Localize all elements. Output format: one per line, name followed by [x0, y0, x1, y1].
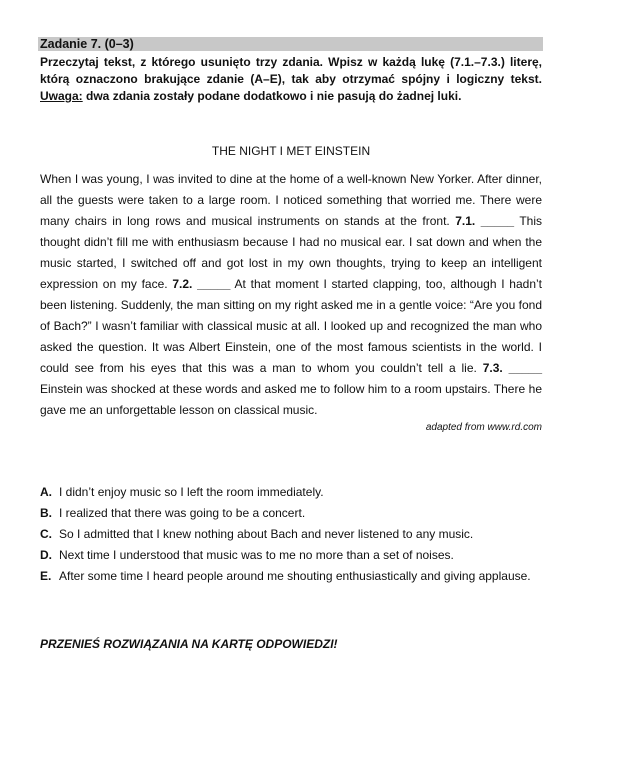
option-text: So I admitted that I knew nothing about Bach and never listened to any music.: [59, 527, 474, 541]
note-text: dwa zdania zostały podane dodatkowo i nie pasują do żadnej luki.: [82, 89, 462, 103]
task-title: Zadanie 7. (0–3): [40, 37, 134, 51]
option-e: [40, 566, 560, 587]
option-letter: E.: [40, 569, 52, 583]
source-attribution: adapted from www.rd.com: [425, 422, 542, 433]
story-text: [40, 169, 542, 421]
option-a: [40, 482, 560, 503]
option-letter: A.: [40, 485, 52, 499]
gap-7-3: 7.3. _____: [482, 361, 543, 375]
option-text: Next time I understood that music was to me no more than a set of noises.: [59, 548, 454, 562]
option-d: [40, 545, 560, 566]
option-text: After some time I heard people around me shouting enthusiastically and giving applause.: [59, 569, 531, 583]
story-part-4: Einstein was shocked at these words and asked me to follow him to a room upstairs. There he gave me an unforgettable lesson on classical music.: [40, 382, 542, 417]
note-label: Uwaga:: [40, 89, 83, 103]
instruction-text: Przeczytaj tekst, z którego usunięto trzy zdania. Wpisz w każdą lukę (7.1.–7.3.) literę, którą oznaczono brakujące zdanie (A–E), tak aby otrzymać spójny i logiczny tekst.: [40, 55, 542, 86]
option-letter: C.: [40, 527, 52, 541]
story-part-3: At that moment I started clapping, too, although I hadn’t been listening. Suddenly, the man sitting on my right asked me in a gentle voice: “Are you fond of Bach?” I wasn’t familiar with classical music at all. I looked up and recognized the man who asked the question. It was Albert Einstein, one of the most famous scientists in the world. I could see from his eyes that this was a man to whom you couldn’t tell a lie.: [40, 277, 543, 375]
option-letter: D.: [40, 548, 52, 562]
transfer-answers-note: PRZENIEŚ ROZWIĄZANIA NA KARTĘ ODPOWIEDZI!: [40, 637, 338, 651]
story-part-2: This thought didn’t fill me with enthusiasm because I had no musical ear. I sat down and when the music started, I switched off and got lost in my own thoughts, trying to keep an intelligent expression on my face.: [40, 214, 543, 291]
option-letter: B.: [40, 506, 52, 520]
task-instructions: [40, 54, 542, 105]
gap-7-2: 7.2. _____: [172, 277, 231, 291]
option-b: [40, 503, 560, 524]
option-text: I didn’t enjoy music so I left the room immediately.: [59, 485, 324, 499]
story-part-1: When I was young, I was invited to dine at the home of a well-known New Yorker. After dinner, all the guests were taken to a large room. I noticed something that worried me. There were many chairs in long rows and musical instruments on stands at the front.: [40, 172, 542, 228]
option-text: I realized that there was going to be a concert.: [59, 506, 306, 520]
story-title: THE NIGHT I MET EINSTEIN: [211, 144, 371, 158]
option-c: [40, 524, 560, 545]
gap-7-1: 7.1. _____: [455, 214, 515, 228]
answer-options: [40, 482, 560, 587]
